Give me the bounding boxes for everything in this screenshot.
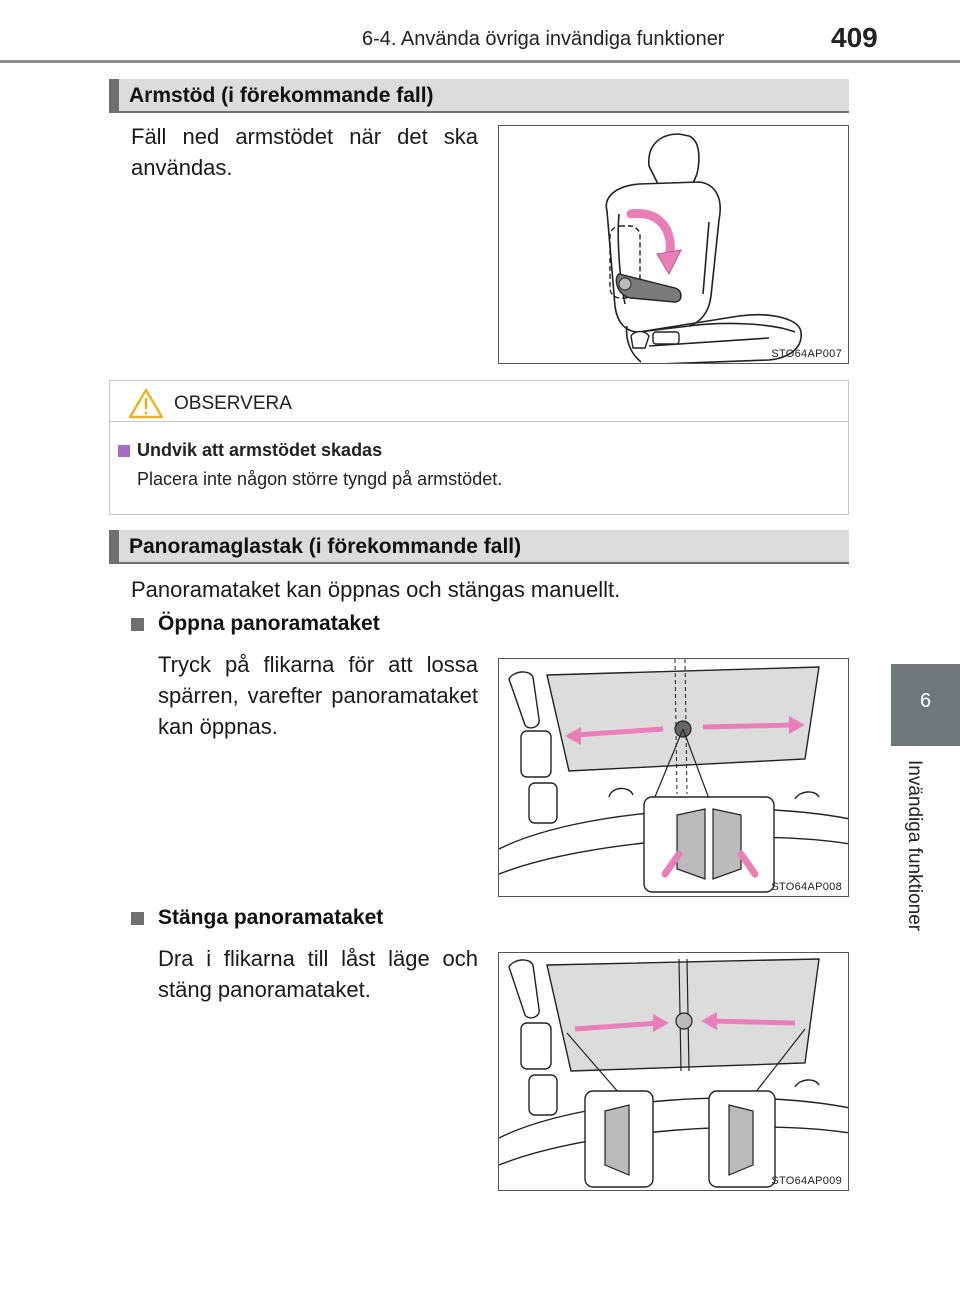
figure-code: STO64AP009	[771, 1175, 842, 1187]
open-roof-illustration	[499, 659, 849, 897]
open-title: Öppna panoramataket	[158, 612, 380, 635]
close-figure	[498, 952, 849, 1191]
open-bullet-icon	[131, 618, 144, 631]
close-bullet-icon	[131, 912, 144, 925]
chapter-title: 6-4. Använda övriga invändiga funktioner	[362, 28, 725, 50]
warning-icon	[128, 387, 164, 419]
armrest-heading: Armstöd (i förekommande fall)	[129, 84, 434, 107]
panorama-intro: Panoramataket kan öppnas och stängas manuellt.	[131, 577, 621, 602]
figure-code: STO64AP007	[771, 348, 842, 360]
panorama-heading: Panoramaglastak (i förekommande fall)	[129, 535, 522, 558]
notice-box	[109, 380, 849, 515]
page-number: 409	[831, 22, 878, 53]
armrest-text: Fäll ned armstödet när det ska användas.	[131, 124, 478, 180]
close-title: Stänga panoramataket	[158, 906, 384, 929]
armrest-figure	[498, 125, 849, 364]
header-rule	[0, 60, 960, 63]
panorama-heading-bar	[109, 530, 849, 564]
chapter-tab-label: Invändiga funktioner	[904, 760, 925, 932]
close-text: Dra i flikarna till låst läge och stäng panoramataket.	[158, 946, 478, 1002]
open-figure	[498, 658, 849, 897]
notice-divider	[110, 421, 848, 422]
open-text: Tryck på flikarna för att lossa spärren, varefter panoramataket kan öppnas.	[158, 652, 478, 739]
armrest-illustration	[499, 126, 849, 364]
close-roof-illustration	[499, 953, 849, 1191]
notice-body: Placera inte någon större tyngd på armstödet.	[137, 469, 503, 489]
notice-label: OBSERVERA	[174, 393, 292, 414]
armrest-heading-bar	[109, 79, 849, 113]
notice-title: Undvik att armstödet skadas	[137, 440, 383, 460]
latch-detail-inset	[644, 797, 774, 892]
figure-code: STO64AP008	[771, 881, 842, 893]
notice-bullet-icon	[118, 445, 130, 457]
chapter-tab-number: 6	[919, 690, 932, 712]
